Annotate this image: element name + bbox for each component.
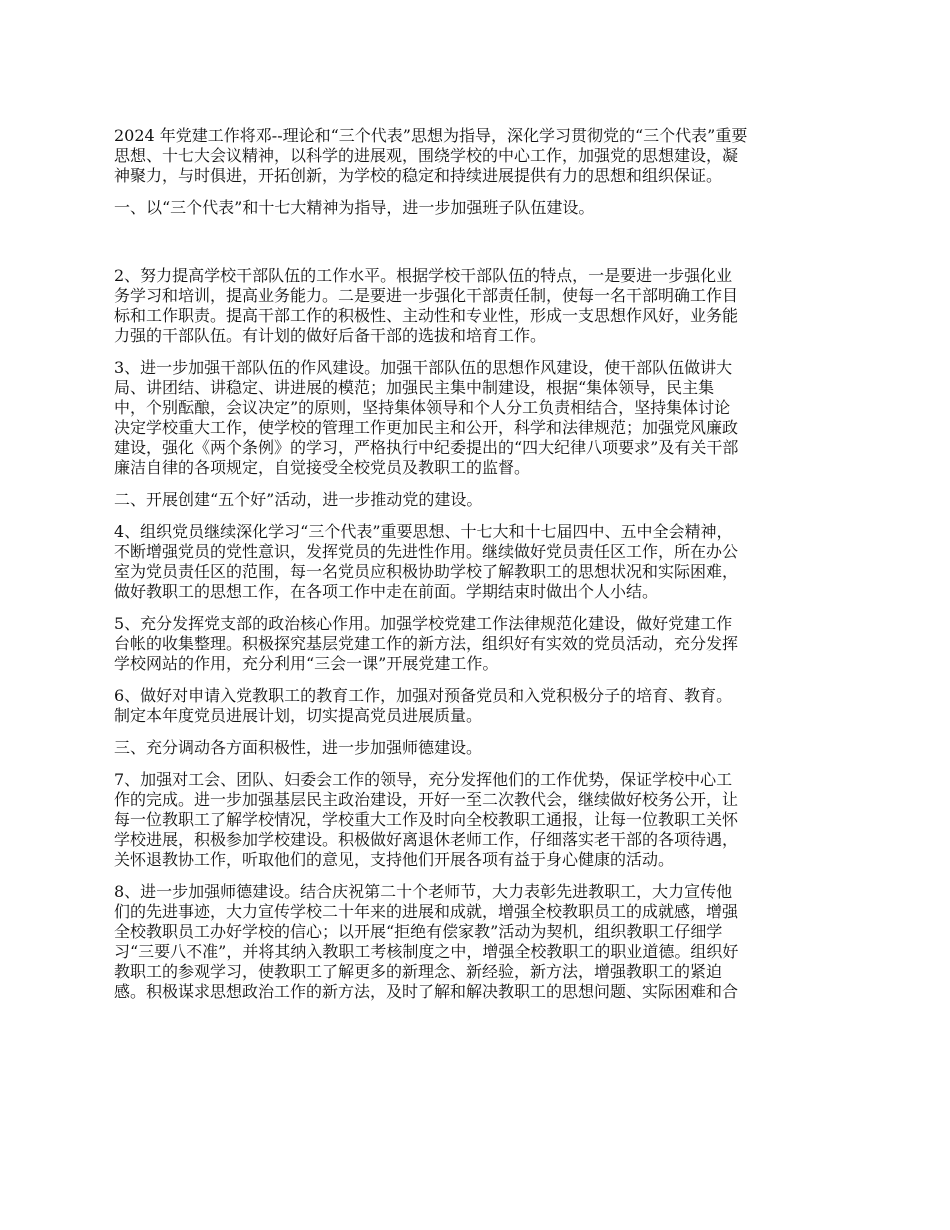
item-3-paragraph (114, 358, 844, 478)
text-line: 们的先进事迹，大力宣传学校二十年来的进展和成就，增强全校教职员工的成就感，增强 (114, 902, 739, 921)
item-4-paragraph (114, 522, 844, 602)
text-line: 作的完成。进一步加强基层民主政治建设，开好一至二次教代会，继续做好校务公开，让 (114, 790, 739, 809)
text-line: 制定本年度党员进展计划，切实提高党员进展质量。 (114, 706, 483, 725)
text-line: 思想、十七大会议精神，以科学的进展观，围绕学校的中心工作，加强党的思想建设，凝 (114, 146, 739, 165)
text-line: 三、充分调动各方面积极性，进一步加强师德建设。 (114, 738, 483, 757)
text-line: 建设，强化《两个条例》的学习，严格执行中纪委提出的“四大纪律八项要求”及有关干部 (114, 438, 739, 457)
text-line: 做好教职工的思想工作，在各项工作中走在前面。学期结束时做出个人小结。 (114, 582, 659, 601)
text-line: 8、进一步加强师德建设。结合庆祝第二十个老师节，大力表彰先进教职工，大力宣传他 (114, 882, 733, 901)
text-line: 中，个别酝酿，会议决定”的原则，坚持集体领导和个人分工负责相结合，坚持集体讨论 (114, 398, 731, 417)
item-8-paragraph (114, 882, 844, 1002)
blank-gap (114, 230, 844, 266)
text-line: 台帐的收集整理。积极探究基层党建工作的新方法，组织好有实效的党员活动，充分发挥 (114, 634, 739, 653)
intro-paragraph (114, 126, 844, 186)
item-6-paragraph (114, 686, 844, 726)
text-line: 力强的干部队伍。有计划的做好后备干部的选拔和培育工作。 (114, 326, 547, 345)
text-line: 感。积极谋求思想政治工作的新方法，及时了解和解决教职工的思想问题、实际困难和合 (114, 982, 739, 1001)
text-line: 局、讲团结、讲稳定、讲进展的模范；加强民主集中制建设，根据“集体领导，民主集 (114, 378, 715, 397)
section-heading-2 (114, 490, 844, 510)
item-2-paragraph (114, 266, 844, 346)
text-line: 3、进一步加强干部队伍的作风建设。加强干部队伍的思想作风建设，使干部队伍做讲大 (114, 358, 733, 377)
text-line: 全校教职员工办好学校的信心；以开展“拒绝有偿家教”活动为契机，组织教职工仔细学 (114, 922, 723, 941)
section-heading-1 (114, 198, 844, 218)
text-line: 一、以“三个代表”和十七大精神为指导，进一步加强班子队伍建设。 (114, 198, 595, 217)
text-line: 每一位教职工了解学校情况，学校重大工作及时向全校教职工通报，让每一位教职工关怀 (114, 810, 739, 829)
text-line: 6、做好对申请入党教职工的教育工作，加强对预备党员和入党积极分子的培育、教育。 (114, 686, 733, 705)
text-line: 务学习和培训，提高业务能力。二是要进一步强化干部责任制，使每一名干部明确工作目 (114, 286, 739, 305)
text-line: 2、努力提高学校干部队伍的工作水平。根据学校干部队伍的特点，一是要进一步强化业 (114, 266, 733, 285)
text-line: 教职工的参观学习，使教职工了解更多的新理念、新经验，新方法，增强教职工的紧迫 (114, 962, 723, 981)
text-line: 5、充分发挥党支部的政治核心作用。加强学校党建工作法律规范化建设，做好党建工作 (114, 614, 733, 633)
section-heading-3 (114, 738, 844, 758)
document-page (114, 126, 844, 1014)
item-5-paragraph (114, 614, 844, 674)
text-line: 4、组织党员继续深化学习“三个代表”重要思想、十七大和十七届四中、五中全会精神， (114, 522, 733, 541)
text-line: 习“三要八不准”，并将其纳入教职工考核制度之中，增强全校教职工的职业道德。组织好 (114, 942, 739, 961)
text-line: 学校网站的作用，充分利用“三会一课”开展党建工作。 (114, 654, 499, 673)
text-line: 2024 年党建工作将邓--理论和“三个代表”思想为指导，深化学习贯彻党的“三个代表”重要 (114, 126, 748, 145)
text-line: 神聚力，与时俱进，开拓创新，为学校的稳定和持续进展提供有力的思想和组织保证。 (114, 166, 723, 185)
text-line: 决定学校重大工作，使学校的管理工作更加民主和公开，科学和法律规范；加强党风廉政 (114, 418, 739, 437)
text-line: 关怀退教协工作，听取他们的意见，支持他们开展各项有益于身心健康的活动。 (114, 850, 675, 869)
text-line: 7、加强对工会、团队、妇委会工作的领导，充分发挥他们的工作优势，保证学校中心工 (114, 770, 733, 789)
text-line: 二、开展创建“五个好”活动，进一步推动党的建设。 (114, 490, 483, 509)
text-line: 不断增强党员的党性意识，发挥党员的先进性作用。继续做好党员责任区工作，所在办公 (114, 542, 739, 561)
text-line: 学校进展，积极参加学校建设。积极做好离退休老师工作，仔细落实老干部的各项待遇， (114, 830, 739, 849)
text-line: 室为党员责任区的范围，每一名党员应积极协助学校了解教职工的思想状况和实际困难， (114, 562, 739, 581)
text-line: 标和工作职责。提高干部工作的积极性、主动性和专业性，形成一支思想作风好，业务能 (114, 306, 739, 325)
text-line: 廉洁自律的各项规定，自觉接受全校党员及教职工的监督。 (114, 458, 531, 477)
item-7-paragraph (114, 770, 844, 870)
